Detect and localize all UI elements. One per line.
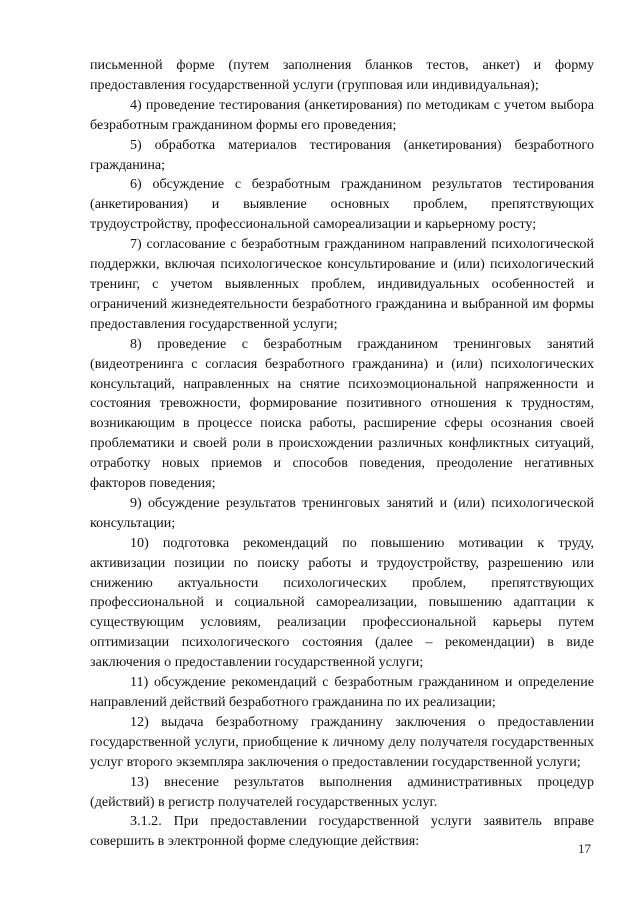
paragraph-item-5: 5) обработка материалов тестирования (анкетирования) безработного гражданина; <box>90 136 594 173</box>
paragraph-continuation: письменной форме (путем заполнения бланков тестов, анкет) и форму предоставления государственной услуги (групповая или индивидуальная); <box>90 57 594 93</box>
paragraph-item-12: 12) выдача безработному гражданину заключения о предоставлении государственной услуги, приобщение к личному делу получателя государственных услуг второго экземпляра заключения о предоставлении государственной услуги; <box>90 713 594 770</box>
paragraph-item-11: 11) обсуждение рекомендаций с безработным гражданином и определение направлений действий безработного гражданина по их реализации; <box>90 674 594 710</box>
paragraph-item-4: 4) проведение тестирования (анкетирования) по методикам с учетом выбора безработным гражданином формы его проведения; <box>90 96 594 133</box>
paragraph-section-3-1-2: 3.1.2. При предоставлении государственной услуги заявитель вправе совершить в электронной форме следующие действия: <box>90 813 594 850</box>
page-number: 17 <box>578 841 591 856</box>
paragraph-item-7: 7) согласование с безработным гражданином направлений психологической поддержки, включая психологическое консультирование и (или) психологический тренинг, с учетом выявленных проблем, индивидуальных особенностей и ограничений жизнедеятельности безработного гражданина и выбранной им формы предоставления государственной услуги; <box>90 236 594 332</box>
document-body <box>90 56 594 852</box>
paragraph-item-8: 8) проведение с безработным гражданином тренинговых занятий (видеотренинга с согласия безработного гражданина) и (или) психологических консультаций, направленных на снятие психоэмоциональной напряженности и состояния тревожности, формирование позитивного отношения к трудностям, возникающим в процессе поиска работы, расширение сферы осознания своей проблематики и своей роли в происхождении различных конфликтных ситуаций, отработку новых приемов и способов поведения, преодоление негативных факторов поведения; <box>90 335 594 492</box>
paragraph-item-9: 9) обсуждение результатов тренинговых занятий и (или) психологической консультации; <box>90 494 594 531</box>
paragraph-item-6: 6) обсуждение с безработным гражданином результатов тестирования (анкетирования) и выявление основных проблем, препятствующих трудоустройству, профессиональной самореализации и карьерному росту; <box>90 176 594 233</box>
paragraph-item-10: 10) подготовка рекомендаций по повышению мотивации к труду, активизации позиции по поиску работы и трудоустройству, разрешению или снижению актуальности психологических проблем, препятствующих профессиональной и социальной самореализации, повышению адаптации к существующим условиям, реализации профессиональной карьеры путем оптимизации психологического состояния (далее – рекомендации) в виде заключения о предоставлении государственной услуги; <box>90 534 594 671</box>
paragraph-item-13: 13) внесение результатов выполнения административных процедур (действий) в регистр получателей государственных услуг. <box>90 773 594 810</box>
